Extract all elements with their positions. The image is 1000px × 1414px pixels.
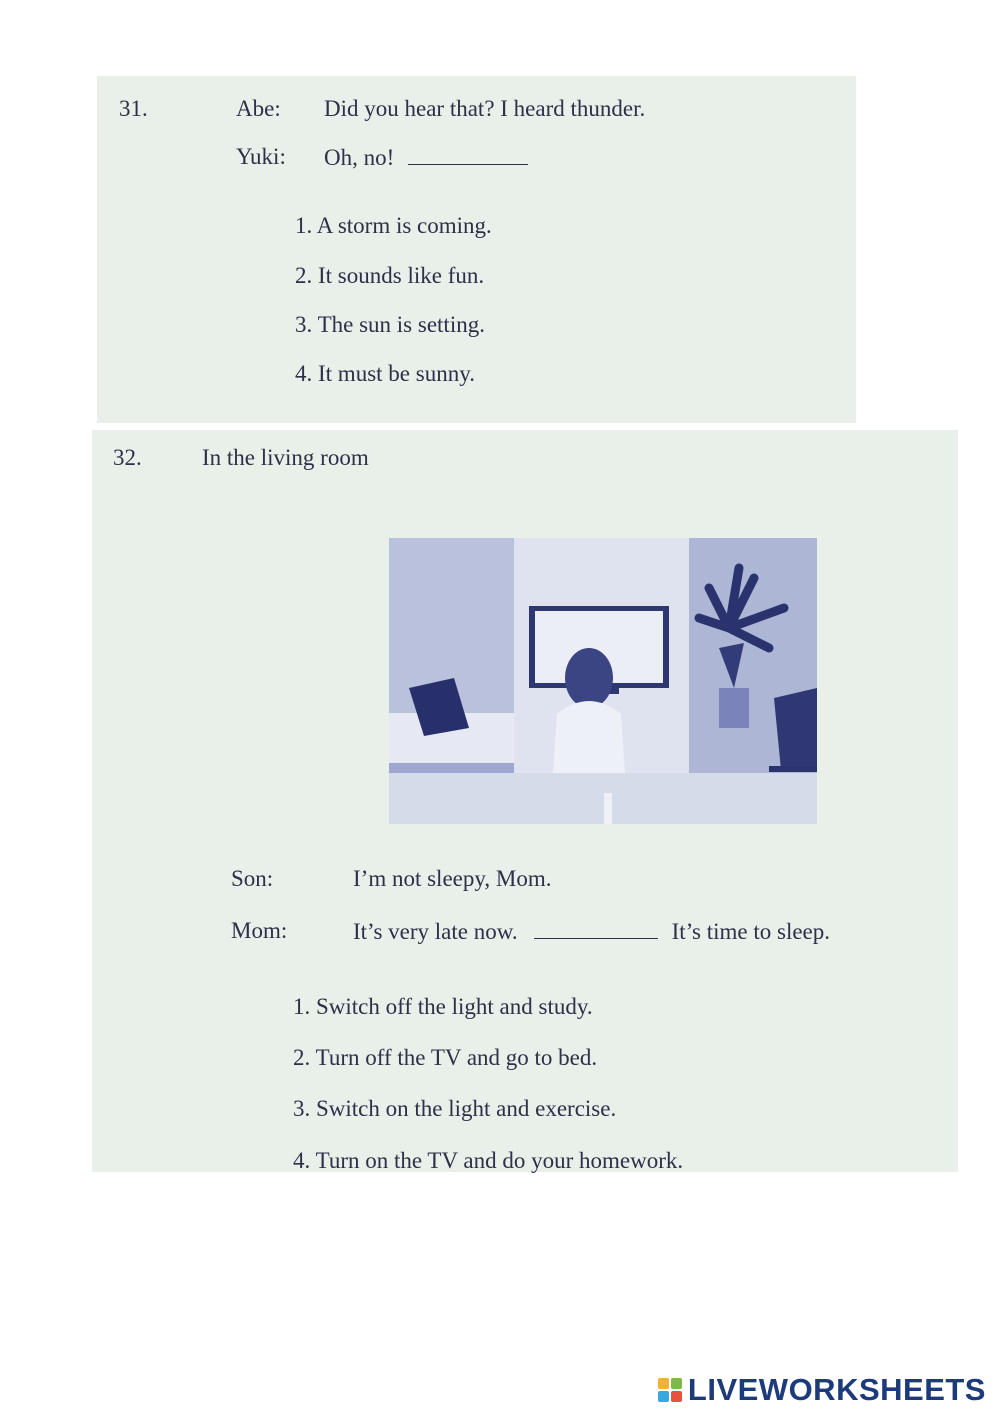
option-3[interactable]: 3. Switch on the light and exercise. <box>293 1096 617 1121</box>
speaker-abe: Abe: <box>236 96 281 121</box>
mom-line <box>353 918 830 945</box>
mom-line-after: It’s time to sleep. <box>671 919 830 944</box>
brand-name: LIVEWORKSHEETS <box>687 1372 986 1407</box>
option-4[interactable]: 4. Turn on the TV and do your homework. <box>293 1148 684 1173</box>
option-4[interactable]: 4. It must be sunny. <box>295 361 475 386</box>
abe-line: Did you hear that? I heard thunder. <box>324 96 646 121</box>
logo-grid-icon <box>658 1378 682 1402</box>
question-number: 31. <box>119 96 148 121</box>
speaker-yuki: Yuki: <box>236 144 286 169</box>
logo-square <box>671 1378 682 1389</box>
option-2[interactable]: 2. It sounds like fun. <box>295 263 485 288</box>
question-31-panel <box>97 76 856 423</box>
logo-square <box>658 1378 669 1389</box>
logo-square <box>658 1391 669 1402</box>
liveworksheets-logo[interactable] <box>658 1372 986 1408</box>
living-room-photo <box>389 538 817 824</box>
question-number: 32. <box>113 445 142 470</box>
logo-square <box>671 1391 682 1402</box>
speaker-mom: Mom: <box>231 918 288 943</box>
yuki-line <box>324 144 528 171</box>
option-3[interactable]: 3. The sun is setting. <box>295 312 485 337</box>
answer-blank[interactable] <box>408 144 528 165</box>
answer-blank[interactable] <box>534 918 658 939</box>
option-2[interactable]: 2. Turn off the TV and go to bed. <box>293 1045 598 1070</box>
question-32-panel <box>92 430 958 1172</box>
speaker-son: Son: <box>231 866 274 891</box>
son-line: I’m not sleepy, Mom. <box>353 866 552 891</box>
option-1[interactable]: 1. A storm is coming. <box>295 213 492 238</box>
setting-label: In the living room <box>202 445 369 470</box>
yuki-line-text: Oh, no! <box>324 145 395 170</box>
option-1[interactable]: 1. Switch off the light and study. <box>293 994 593 1019</box>
mom-line-before: It’s very late now. <box>353 919 518 944</box>
